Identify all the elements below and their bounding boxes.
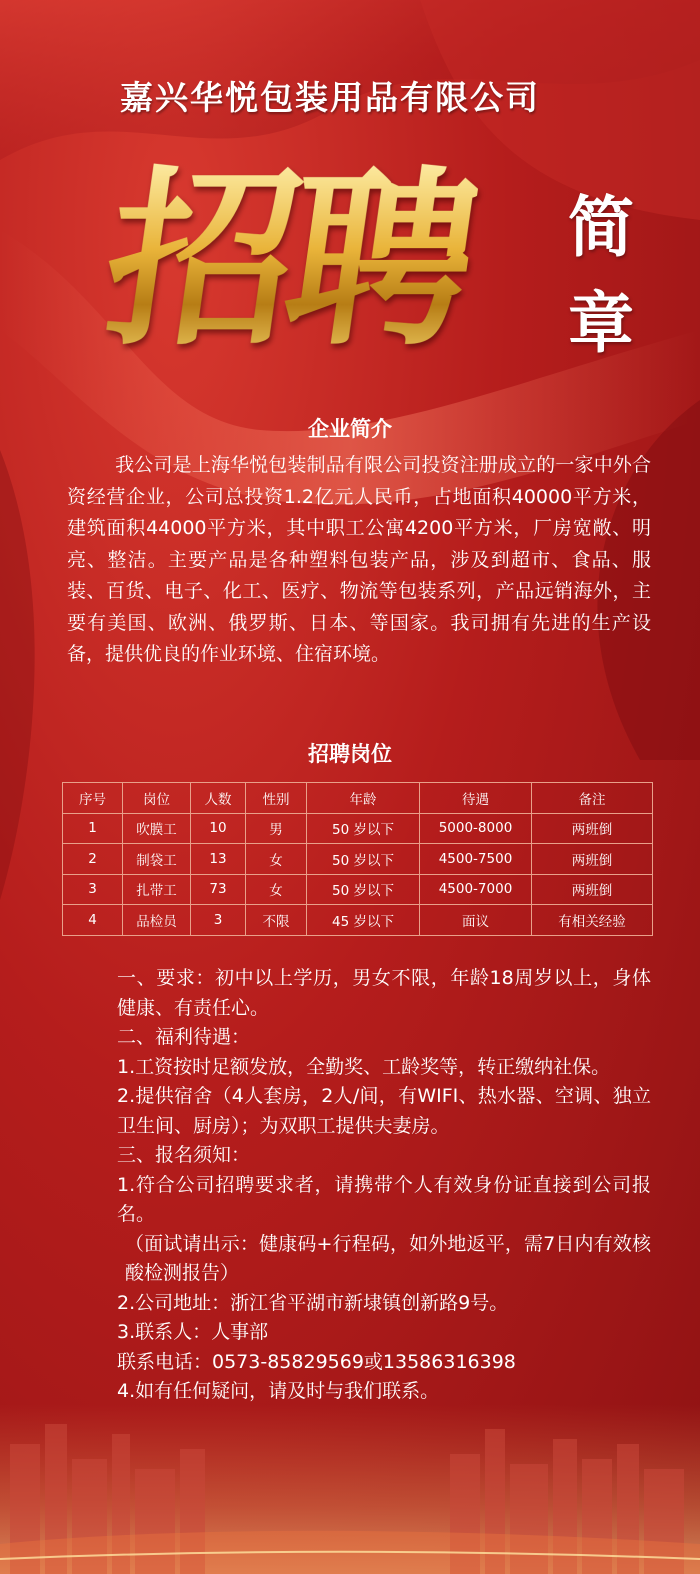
column-header: 岗位 (123, 783, 191, 814)
table-cell: 2 (63, 844, 123, 875)
table-cell: 50 岁以下 (307, 844, 420, 875)
table-cell: 不限 (246, 905, 307, 936)
jobs-heading: 招聘岗位 (308, 742, 392, 766)
table-cell: 73 (191, 874, 246, 905)
contact-phone: 联系电话：0573-85829569或13586316398 (117, 1350, 516, 1373)
welfare-title: 二、福利待遇： (117, 1026, 251, 1048)
table-row (63, 844, 653, 875)
intro-heading: 企业简介 (308, 417, 392, 441)
table-cell: 13 (191, 844, 246, 875)
table-cell: 50 岁以下 (307, 813, 420, 844)
table-cell: 扎带工 (123, 874, 191, 905)
table-cell: 品检员 (123, 905, 191, 936)
table-cell: 男 (246, 813, 307, 844)
requirements: 一、要求：初中以上学历，男女不限，年龄18周岁以上，身体健康、有责任心。 (117, 967, 651, 1019)
table-cell: 3 (63, 874, 123, 905)
table-cell: 有相关经验 (532, 905, 653, 936)
table-cell: 50 岁以下 (307, 874, 420, 905)
table-cell: 3 (191, 905, 246, 936)
table-cell: 10 (191, 813, 246, 844)
table-cell: 两班倒 (532, 874, 653, 905)
recruitment-details (67, 964, 651, 1407)
table-cell: 吹膜工 (123, 813, 191, 844)
intro-text: 我公司是上海华悦包装制品有限公司投资注册成立的一家中外合资经营企业，公司总投资1.2亿元人民币，占地面积40000平方米，建筑面积44000平方米，其中职工公寓4200平方米，厂房宽敞、明亮、整洁。主要产品是各种塑料包装产品，涉及到超市、食品、服装、百货、电子、化工、医疗、物流等包装系列，产品远销海外，主要有美国、欧洲、俄罗斯、日本、等国家。我司拥有先进的生产设备，提供优良的作业环境、住宿环境。 (67, 454, 651, 665)
city-skyline-decoration (0, 1404, 700, 1574)
jobs-table (62, 782, 653, 936)
table-row (63, 905, 653, 936)
company-intro (67, 450, 651, 671)
table-cell: 1 (63, 813, 123, 844)
column-header: 备注 (532, 783, 653, 814)
company-address: 2.公司地址：浙江省平湖市新埭镇创新路9号。 (117, 1291, 509, 1314)
table-cell: 女 (246, 874, 307, 905)
welfare-item-1: 1.工资按时足额发放，全勤奖、工龄奖等，转正缴纳社保。 (117, 1055, 611, 1078)
notice-title: 三、报名须知： (117, 1144, 251, 1166)
notice-item-1-note: （面试请出示：健康码+行程码，如外地返平，需7日内有效核酸检测报告） (125, 1232, 651, 1284)
table-row (63, 874, 653, 905)
company-name: 嘉兴华悦包装用品有限公司 (120, 78, 540, 117)
table-cell: 女 (246, 844, 307, 875)
recruitment-title: 招聘 (92, 148, 484, 371)
column-header: 年龄 (307, 783, 420, 814)
faq-note: 4.如有任何疑问，请及时与我们联系。 (117, 1380, 440, 1402)
contact-person: 3.联系人：人事部 (117, 1321, 269, 1343)
table-cell: 面议 (420, 905, 532, 936)
column-header: 序号 (63, 783, 123, 814)
table-row (63, 813, 653, 844)
table-cell: 4500-7500 (420, 844, 532, 875)
table-cell: 4500-7000 (420, 874, 532, 905)
column-header: 人数 (191, 783, 246, 814)
subtitle-char-2: 章 (568, 285, 634, 362)
table-header-row (63, 783, 653, 814)
brochure-subtitle (566, 180, 636, 372)
column-header: 待遇 (420, 783, 532, 814)
welfare-item-2: 2.提供宿舍（4人套房，2人/间，有WIFI、热水器、空调、独立卫生间、厨房）；为双职工提供夫妻房。 (117, 1085, 651, 1137)
table-cell: 5000-8000 (420, 813, 532, 844)
notice-item-1: 1.符合公司招聘要求者，请携带个人有效身份证直接到公司报名。 (117, 1173, 651, 1225)
table-cell: 4 (63, 905, 123, 936)
subtitle-char-1: 简 (568, 189, 634, 266)
table-cell: 45 岁以下 (307, 905, 420, 936)
table-cell: 两班倒 (532, 813, 653, 844)
column-header: 性别 (246, 783, 307, 814)
table-cell: 两班倒 (532, 844, 653, 875)
table-cell: 制袋工 (123, 844, 191, 875)
